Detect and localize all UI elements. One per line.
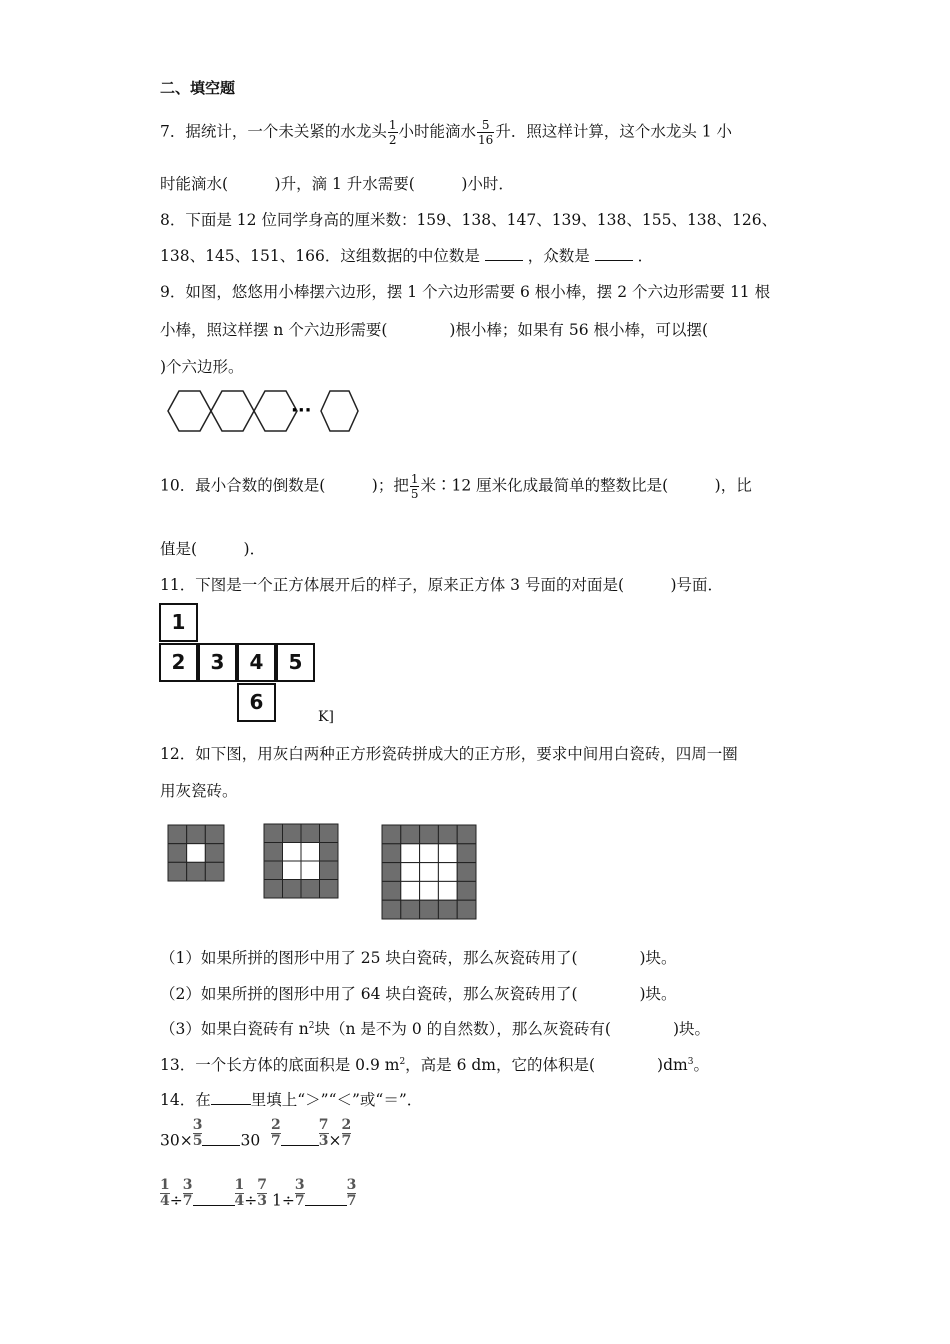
q14-expression-3 [160,1178,267,1210]
gray-tile [320,843,339,862]
white-tile [187,844,206,863]
q10-text-part2: 米∶12 厘米化成最简单的整数比是( )，比 [420,476,752,495]
hexagon-2 [211,391,254,431]
q13-superscript-b: 3 [687,1056,694,1067]
q14-blank-example [211,1092,251,1105]
cube-face-5: 5 [276,643,315,682]
gray-tile [264,843,283,862]
frac-denominator: 5 [410,487,419,501]
q12-sub3-text-a: （3）如果白瓷砖有 n [160,1020,309,1038]
gray-tile [283,824,302,843]
expr-fraction [257,1178,267,1209]
tile-pattern-4x4 [263,823,339,899]
gray-tile [283,880,302,899]
tile-pattern-5x5 [381,824,477,920]
q14-text-b: 里填上“＞”“＜”或“＝”． [250,1091,423,1109]
q13-line [160,1053,709,1075]
gray-tile [420,825,439,844]
gray-tile [168,862,187,881]
frac-denominator: 3 [257,1193,267,1209]
compare-blank-3[interactable] [193,1193,235,1206]
gray-tile [401,825,420,844]
gray-tile [382,900,401,919]
q13-superscript-a: 2 [399,1056,406,1067]
q14-expression-2 [271,1118,351,1150]
gray-tile [320,880,339,899]
gray-tile [320,861,339,880]
white-tile [401,863,420,882]
gray-tile [264,880,283,899]
gray-tile [382,825,401,844]
gray-tile [438,825,457,844]
frac-denominator: 7 [294,1193,305,1209]
gray-tile [264,861,283,880]
frac-numerator: 1 [410,472,419,486]
q8-text-median: 138、145、151、166．这组数据的中位数是 [160,247,480,265]
expr-fraction [235,1178,245,1209]
gray-tile [438,900,457,919]
gray-tile [187,825,206,844]
frac-numerator: 1 [160,1177,170,1193]
q9-line2: 小棒，照这样摆 n 个六边形需要( )根小棒；如果有 56 根小棒，可以摆( [160,321,709,339]
frac-numerator: 3 [294,1177,305,1193]
q7-text-part2: 小时能滴水 [398,122,477,141]
q14-expression-1 [160,1118,260,1150]
frac-numerator: 7 [257,1177,267,1193]
divide-sign: ÷ [244,1191,258,1210]
white-tile [420,844,439,863]
hexagon-1 [168,391,211,431]
section-title: 二、填空题 [160,79,236,97]
compare-blank-1[interactable] [202,1133,240,1146]
frac-numerator: 5 [481,118,490,132]
gray-tile [382,844,401,863]
q13-text-c: 。 [693,1056,709,1074]
expr-fraction [342,1118,352,1149]
q10-line2: 值是( )． [160,540,266,558]
gray-tile [168,825,187,844]
frac-denominator: 4 [160,1193,170,1209]
ellipsis-dots: ··· [291,400,312,421]
gray-tile [264,824,283,843]
hexagon-n [321,391,358,431]
cube-face-3: 3 [198,643,237,682]
gray-tile [320,824,339,843]
frac-numerator: 1 [388,118,397,132]
gray-tile [205,862,224,881]
white-tile [438,881,457,900]
white-tile [420,863,439,882]
gray-tile [205,844,224,863]
expr-fraction [347,1178,357,1209]
stray-text: K] [318,709,334,725]
gray-tile [382,863,401,882]
expr-text: 30 [240,1131,261,1150]
q14-line1 [160,1088,422,1110]
frac-numerator: 3 [346,1177,357,1193]
frac-denominator: 7 [182,1193,193,1209]
q7-line1 [160,118,732,147]
gray-tile [205,825,224,844]
gray-tile [420,900,439,919]
white-tile [401,881,420,900]
frac-numerator: 2 [341,1117,352,1133]
compare-blank-2[interactable] [281,1133,319,1146]
expr-fraction [193,1118,203,1149]
q13-text-a: 13．一个长方体的底面积是 0.9 m [160,1056,400,1074]
q7-text-part1: 7．据统计，一个未关紧的水龙头 [160,122,387,141]
white-tile [283,861,302,880]
gray-tile [457,844,476,863]
q14-expression-4 [272,1178,356,1210]
q13-text-b: ，高是 6 dm，它的体积是( )dm [405,1056,688,1074]
q14-text-a: 14．在 [160,1091,211,1109]
compare-blank-4[interactable] [305,1193,347,1206]
gray-tile [457,825,476,844]
tile-pattern-3x3 [167,824,225,882]
q9-hexagon-figure [160,385,370,437]
divide-sign: ÷ [169,1191,183,1210]
frac-denominator: 3 [318,1133,329,1149]
white-tile [301,843,320,862]
multiply-sign: × [328,1131,342,1150]
q8-text-end: ． [637,247,654,265]
q7-fraction-half [388,118,398,147]
frac-denominator: 7 [271,1133,281,1149]
frac-numerator: 3 [182,1177,193,1193]
q12-sub2: （2）如果所拼的图形中用了 64 块白瓷砖，那么灰瓷砖用了( )块。 [160,985,677,1003]
expr-fraction [160,1178,170,1209]
white-tile [438,844,457,863]
white-tile [283,843,302,862]
q8-median-blank[interactable] [485,248,523,261]
q8-mode-blank[interactable] [595,248,633,261]
gray-tile [168,844,187,863]
cube-face-6: 6 [237,683,276,722]
q9-line1: 9．如图，悠悠用小棒摆六边形，摆 1 个六边形需要 6 根小棒，摆 2 个六边形需要 11 根 [160,283,771,301]
gray-tile [301,824,320,843]
q12-sub1: （1）如果所拼的图形中用了 25 块白瓷砖，那么灰瓷砖用了( )块。 [160,949,677,967]
expr-fraction [271,1118,281,1149]
q8-text-mode: ，众数是 [527,247,590,265]
frac-numerator: 7 [318,1117,329,1133]
expr-fraction [319,1118,329,1149]
frac-denominator: 4 [234,1193,245,1209]
gray-tile [382,881,401,900]
q12-sub3 [160,1017,710,1039]
frac-numerator: 2 [271,1117,281,1133]
q12-sub3-text-b: 块（n 是不为 0 的自然数），那么灰瓷砖有( )块。 [314,1020,710,1038]
q8-line1: 8．下面是 12 位同学身高的厘米数：159、138、147、139、138、155、138、126、 [160,211,778,229]
gray-tile [457,900,476,919]
gray-tile [457,863,476,882]
q8-line2 [160,244,653,266]
expr-fraction [183,1178,193,1209]
expr-fraction [295,1178,305,1209]
q7-line2: 时能滴水( )升，滴 1 升水需要( )小时． [160,175,514,193]
white-tile [438,863,457,882]
frac-numerator: 1 [234,1177,245,1193]
q9-line3: )个六边形。 [160,358,244,376]
cube-face-2: 2 [159,643,198,682]
frac-denominator: 7 [341,1133,352,1149]
frac-denominator: 7 [346,1193,357,1209]
q10-line1 [160,472,752,501]
q12-sub3-superscript: 2 [308,1020,315,1031]
gray-tile [401,900,420,919]
q12-line1: 12．如下图，用灰白两种正方形瓷砖拼成大的正方形，要求中间用白瓷砖，四周一圈 [160,745,738,763]
q7-text-part3: 升．照这样计算，这个水龙头 1 小 [495,122,733,141]
white-tile [301,861,320,880]
frac-denominator: 5 [192,1133,203,1149]
white-tile [401,844,420,863]
gray-tile [187,862,206,881]
frac-numerator: 3 [192,1117,203,1133]
q11-line1: 11．下图是一个正方体展开后的样子，原来正方体 3 号面的对面是( )号面． [160,576,724,594]
q12-line2: 用灰瓷砖。 [160,782,238,800]
q7-fraction-5-16 [477,118,494,147]
cube-face-4: 4 [237,643,276,682]
white-tile [420,881,439,900]
expr-text: 30× [160,1131,193,1150]
q10-fraction-1-5 [410,472,420,501]
frac-denominator: 16 [478,133,494,147]
gray-tile [457,881,476,900]
expr-text: 1÷ [272,1191,295,1210]
q10-text-part1: 10．最小合数的倒数是( )；把 [160,476,409,495]
frac-denominator: 2 [388,133,397,147]
cube-face-1: 1 [159,603,198,642]
gray-tile [301,880,320,899]
